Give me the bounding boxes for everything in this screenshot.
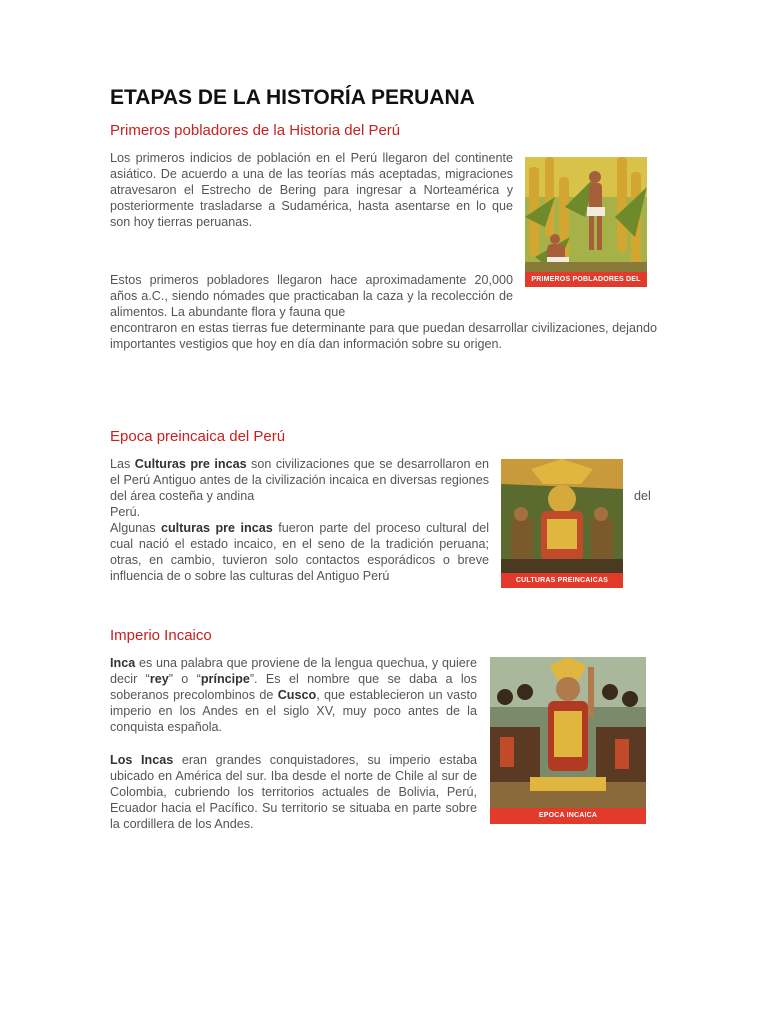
- section-heading-epoca-preincaica: Epoca preincaica del Perú: [110, 428, 286, 445]
- paragraph-primeros-indicios: Los primeros indicios de población en el Perú llegaron del continente asiático. De acuerdo a una de las teorías más aceptadas, migraciones atravesaron el Estrecho de Bering para ingresar a Norteamérica y posteriormente trasladarse a Sudamérica, hasta asentarse en lo que son hoy tierras peruanas.: [110, 151, 513, 229]
- image-epoca-incaica: [490, 657, 646, 824]
- paragraph-inca-definicion: Inca es una palabra que proviene de la lengua quechua, y quiere decir “rey” o “príncipe”. Es el nombre que se daba a los soberanos precolombinos de Cusco, que establecieron un vasto imperio en los Andes en el siglo XV, muy poco antes de la conquista española.: [110, 656, 477, 734]
- illustration-preincan-ruler: [501, 459, 623, 588]
- image-caption: PRIMEROS POBLADORES DEL PERU: [525, 272, 647, 287]
- paragraph-primeros-pobladores-a: Estos primeros pobladores llegaron hace aproximadamente 20,000 años a.C., siendo nómades que practicaban la caza y la recolección de alimentos. La abundante flora y fauna que: [110, 273, 513, 319]
- image-caption: EPOCA INCAICA: [490, 808, 646, 824]
- paragraph-primeros-pobladores-b: encontraron en estas tierras fue determinante para que puedan desarrollar civilizaciones, dejando importantes vestigios que hoy en día dan información sobre su origen.: [110, 321, 657, 351]
- paragraph-culturas-pre-incas-end: Perú.: [110, 505, 141, 519]
- illustration-inca-emperor: [490, 657, 646, 824]
- illustration-corn-field: [525, 157, 647, 287]
- image-primeros-pobladores: [525, 157, 647, 298]
- page-title: ETAPAS DE LA HISTORÍA PERUANA: [110, 86, 475, 109]
- paragraph-los-incas: Los Incas eran grandes conquistadores, su imperio estaba ubicado en América del sur. Iba desde el norte de Chile al sur de Colombia, cubriendo los territorios actuales de Bolivia, Perú, Ecuador hacia el Pacífico. Su territorio se situaba en parte sobre la cordillera de los Andes.: [110, 753, 477, 831]
- image-caption: CULTURAS PREINCAICAS: [501, 573, 623, 588]
- paragraph-culturas-pre-incas: Las Culturas pre incas son civilizaciones que se desarrollaron en el Perú Antiguo antes de la civilización incaica en diversas regiones del área costeña y andina: [110, 457, 489, 503]
- section-heading-primeros-pobladores: Primeros pobladores de la Historia del Perú: [110, 122, 401, 139]
- paragraph-culturas-pre-incas-end-a: del: [634, 489, 651, 503]
- paragraph-algunas-culturas: Algunas culturas pre incas fueron parte del proceso cultural del cual nació el estado incaico, en el seno de la tradición peruana; otras, en cambio, tuvieron solo contactos esporádicos o breve influencia de o sobre las culturas del Antiguo Perú: [110, 521, 489, 583]
- section-heading-imperio-incaico: Imperio Incaico: [110, 627, 212, 644]
- image-culturas-preincaicas: [501, 459, 623, 588]
